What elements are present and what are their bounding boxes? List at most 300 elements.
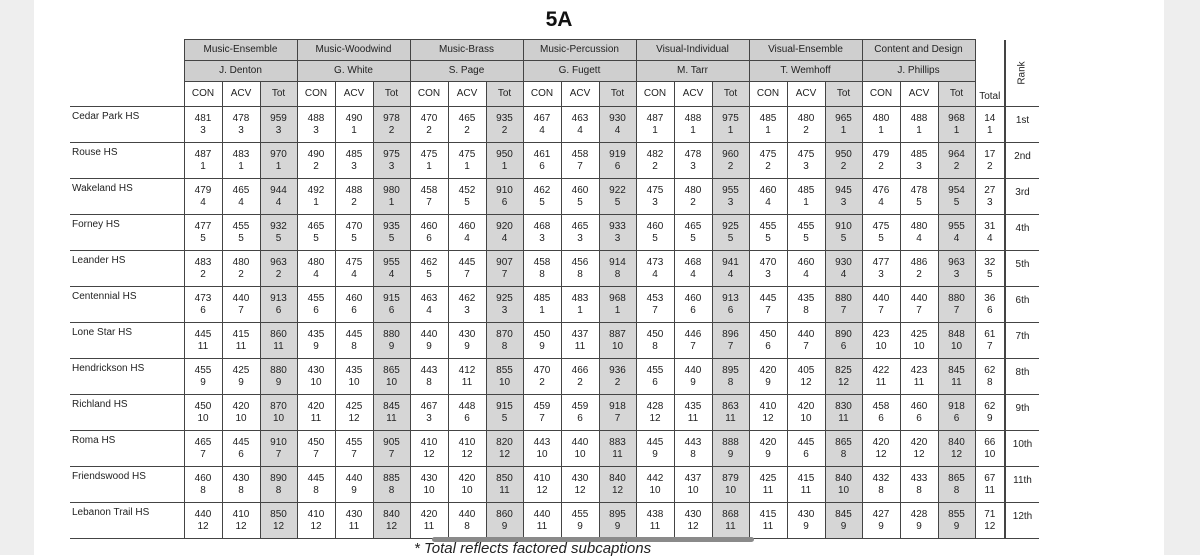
place-value: 11 [612, 448, 623, 460]
score-value: 941 [722, 256, 739, 268]
score-cell [297, 215, 335, 251]
score-value: 465 [458, 112, 476, 124]
score-cell [938, 323, 975, 359]
score-cell [410, 431, 448, 467]
place-value: 1 [238, 160, 244, 172]
rank-header-label: Rank [1016, 61, 1028, 85]
place-value: 2 [200, 268, 206, 280]
score-value: 445 [458, 256, 476, 268]
score-cell [184, 467, 222, 503]
place-value: 11 [762, 484, 774, 496]
place-value: 8 [200, 484, 206, 496]
score-cell [260, 287, 297, 323]
score-cell [938, 107, 975, 143]
score-cell [448, 143, 486, 179]
total-value: 71 [984, 508, 996, 520]
place-value: 2 [953, 160, 960, 172]
score-value: 420 [872, 436, 890, 448]
score-cell [787, 431, 825, 467]
score-value: 410 [307, 508, 325, 520]
place-value: 10 [498, 376, 511, 388]
place-value: 9 [614, 520, 621, 532]
place-value: 5 [539, 196, 545, 208]
place-value: 6 [313, 304, 319, 316]
score-cell [749, 215, 787, 251]
school-name: Rouse HS [70, 143, 184, 179]
place-value: 5 [426, 268, 432, 280]
place-value: 11 [913, 376, 925, 388]
score-value: 430 [232, 472, 250, 484]
score-value: 435 [307, 328, 325, 340]
score-value: 445 [345, 328, 363, 340]
place-value: 9 [765, 376, 771, 388]
header-spacer [70, 82, 184, 107]
place-value: 6 [426, 232, 432, 244]
place-value: 4 [426, 304, 432, 316]
score-value: 435 [684, 400, 702, 412]
sub-header-con: CON [636, 82, 674, 107]
score-value: 913 [270, 292, 287, 304]
score-cell [373, 431, 410, 467]
rank-cell: 3rd [1005, 179, 1039, 215]
score-cell [373, 107, 410, 143]
score-cell [599, 251, 636, 287]
score-value: 445 [759, 292, 777, 304]
score-cell [260, 359, 297, 395]
score-cell [222, 467, 260, 503]
place-value: 7 [426, 196, 432, 208]
score-cell [335, 143, 373, 179]
school-name: Friendswood HS [70, 467, 184, 503]
score-cell [486, 251, 523, 287]
place-value: 10 [687, 484, 699, 496]
caption-header: Music-Woodwind [297, 40, 410, 61]
score-cell [373, 179, 410, 215]
score-value: 850 [270, 508, 287, 520]
score-value: 476 [872, 184, 890, 196]
score-value: 450 [759, 328, 777, 340]
score-cell [486, 179, 523, 215]
place-value: 11 [687, 412, 699, 424]
score-cell [410, 251, 448, 287]
score-value: 445 [232, 436, 250, 448]
score-value: 455 [571, 508, 589, 520]
score-cell [749, 287, 787, 323]
score-cell [787, 287, 825, 323]
place-value: 9 [765, 448, 771, 460]
score-value: 865 [948, 472, 965, 484]
score-value: 932 [270, 220, 287, 232]
place-value: 11 [838, 412, 849, 424]
score-value: 475 [646, 184, 664, 196]
score-value: 488 [684, 112, 702, 124]
sub-header-tot: Tot [825, 82, 862, 107]
place-value: 2 [840, 160, 847, 172]
right-page-margin [1164, 0, 1200, 555]
score-value: 430 [345, 508, 363, 520]
place-value: 10 [348, 376, 360, 388]
score-value: 868 [722, 508, 739, 520]
place-value: 2 [614, 376, 621, 388]
score-cell [599, 215, 636, 251]
score-value: 445 [797, 436, 815, 448]
score-cell [636, 359, 674, 395]
place-value: 8 [840, 448, 847, 460]
score-cell [561, 467, 599, 503]
score-value: 485 [533, 292, 551, 304]
place-value: 10 [461, 484, 473, 496]
score-cell [448, 323, 486, 359]
score-value: 975 [383, 148, 400, 160]
score-cell [674, 503, 712, 539]
place-value: 3 [388, 160, 395, 172]
score-value: 478 [910, 184, 928, 196]
score-cell [335, 503, 373, 539]
score-value: 440 [420, 328, 438, 340]
score-cell [862, 107, 900, 143]
score-cell [335, 323, 373, 359]
place-value: 3 [727, 196, 734, 208]
score-cell [448, 107, 486, 143]
score-cell [900, 467, 938, 503]
place-value: 1 [878, 124, 884, 136]
score-value: 963 [270, 256, 287, 268]
table-row [70, 143, 1039, 179]
score-cell [260, 467, 297, 503]
score-cell [938, 251, 975, 287]
score-cell [712, 107, 749, 143]
score-cell [599, 467, 636, 503]
rank-cell: 6th [1005, 287, 1039, 323]
place-value: 3 [765, 268, 771, 280]
score-cell [900, 503, 938, 539]
place-value: 9 [803, 520, 809, 532]
place-value: 2 [275, 268, 282, 280]
place-value: 5 [577, 196, 583, 208]
score-cell [787, 251, 825, 287]
place-value: 2 [388, 124, 395, 136]
score-cell [486, 107, 523, 143]
sub-header-con: CON [749, 82, 787, 107]
place-value: 12 [423, 448, 435, 460]
score-value: 980 [383, 184, 400, 196]
score-cell [900, 359, 938, 395]
score-cell [523, 431, 561, 467]
place-value: 5 [200, 232, 206, 244]
score-cell [410, 215, 448, 251]
score-cell [636, 323, 674, 359]
place-value: 7 [200, 448, 206, 460]
score-value: 478 [232, 112, 250, 124]
score-value: 492 [307, 184, 325, 196]
score-value: 425 [345, 400, 363, 412]
place-value: 3 [878, 268, 884, 280]
score-value: 955 [948, 220, 965, 232]
score-value: 410 [232, 508, 250, 520]
rank-header [1005, 40, 1039, 107]
score-value: 950 [835, 148, 852, 160]
score-value: 443 [533, 436, 551, 448]
place-value: 1 [539, 304, 545, 316]
score-value: 865 [835, 436, 852, 448]
place-value: 7 [464, 268, 470, 280]
score-cell [297, 359, 335, 395]
caption-header: Visual-Ensemble [749, 40, 862, 61]
score-value: 490 [307, 148, 325, 160]
total-place: 4 [986, 232, 993, 244]
total-header: Total [975, 40, 1005, 107]
score-value: 475 [458, 148, 476, 160]
place-value: 10 [913, 340, 925, 352]
score-value: 910 [835, 220, 852, 232]
place-value: 7 [765, 304, 771, 316]
score-value: 423 [872, 328, 890, 340]
score-value: 480 [307, 256, 325, 268]
place-value: 1 [313, 196, 319, 208]
place-value: 6 [727, 304, 734, 316]
place-value: 11 [310, 412, 322, 424]
score-cell [674, 287, 712, 323]
score-value: 420 [307, 400, 325, 412]
place-value: 11 [800, 484, 812, 496]
school-name: Lone Star HS [70, 323, 184, 359]
table-row [70, 215, 1039, 251]
table-row [70, 287, 1039, 323]
score-value: 933 [609, 220, 626, 232]
judge-header: S. Page [410, 61, 523, 82]
score-cell [712, 287, 749, 323]
score-cell [749, 395, 787, 431]
place-value: 8 [313, 484, 319, 496]
score-value: 820 [496, 436, 513, 448]
score-cell [297, 431, 335, 467]
score-cell [410, 395, 448, 431]
score-value: 895 [609, 508, 626, 520]
score-cell [862, 323, 900, 359]
place-value: 10 [611, 340, 624, 352]
score-cell [373, 251, 410, 287]
score-cell [561, 143, 599, 179]
score-value: 890 [835, 328, 852, 340]
score-cell [825, 503, 862, 539]
score-value: 975 [722, 112, 739, 124]
place-value: 7 [803, 340, 809, 352]
place-value: 2 [313, 160, 319, 172]
score-cell [636, 395, 674, 431]
place-value: 8 [953, 484, 960, 496]
score-cell [448, 287, 486, 323]
total-cell [975, 395, 1005, 431]
score-cell [260, 323, 297, 359]
place-value: 7 [238, 304, 244, 316]
score-value: 455 [194, 364, 212, 376]
score-cell [712, 431, 749, 467]
score-value: 870 [270, 400, 287, 412]
score-value: 468 [684, 256, 702, 268]
place-value: 7 [501, 268, 508, 280]
score-cell [335, 107, 373, 143]
score-cell [222, 107, 260, 143]
place-value: 8 [577, 268, 583, 280]
score-cell [410, 179, 448, 215]
place-value: 9 [313, 340, 319, 352]
place-value: 5 [614, 196, 621, 208]
score-value: 460 [797, 256, 815, 268]
score-cell [523, 359, 561, 395]
score-value: 465 [194, 436, 212, 448]
score-cell [260, 215, 297, 251]
score-value: 410 [533, 472, 551, 484]
score-cell [561, 503, 599, 539]
place-value: 10 [310, 376, 322, 388]
sub-header-tot: Tot [373, 82, 410, 107]
score-value: 415 [759, 508, 777, 520]
score-cell [184, 323, 222, 359]
score-value: 470 [533, 364, 551, 376]
score-cell [523, 287, 561, 323]
total-cell [975, 503, 1005, 539]
score-value: 880 [948, 292, 965, 304]
table-row [70, 323, 1039, 359]
score-value: 483 [232, 148, 250, 160]
score-value: 910 [270, 436, 287, 448]
place-value: 11 [951, 376, 962, 388]
total-value: 67 [984, 472, 996, 484]
place-value: 12 [536, 484, 548, 496]
score-value: 845 [948, 364, 965, 376]
place-value: 10 [837, 484, 850, 496]
score-cell [599, 359, 636, 395]
sub-header-acv: ACV [674, 82, 712, 107]
place-value: 9 [426, 340, 432, 352]
place-value: 10 [875, 340, 887, 352]
place-value: 4 [690, 268, 696, 280]
score-value: 918 [948, 400, 965, 412]
caption-header: Music-Brass [410, 40, 523, 61]
rank-cell: 7th [1005, 323, 1039, 359]
place-value: 1 [953, 124, 960, 136]
header-spacer [70, 40, 184, 61]
total-value: 14 [984, 112, 996, 124]
sub-header-tot: Tot [599, 82, 636, 107]
score-value: 460 [571, 184, 589, 196]
score-value: 460 [194, 472, 212, 484]
score-value: 475 [759, 148, 777, 160]
total-cell [975, 359, 1005, 395]
score-cell [335, 215, 373, 251]
score-value: 915 [383, 292, 400, 304]
total-cell [975, 323, 1005, 359]
score-cell [900, 323, 938, 359]
page-title: 5A [545, 8, 573, 31]
place-value: 4 [878, 196, 884, 208]
score-cell [787, 215, 825, 251]
score-cell [260, 107, 297, 143]
score-value: 890 [270, 472, 287, 484]
place-value: 4 [765, 196, 771, 208]
score-value: 488 [910, 112, 928, 124]
score-value: 935 [496, 112, 513, 124]
score-cell [448, 179, 486, 215]
place-value: 4 [803, 268, 809, 280]
score-cell [674, 143, 712, 179]
place-value: 2 [727, 160, 734, 172]
score-value: 450 [194, 400, 212, 412]
place-value: 1 [464, 160, 470, 172]
place-value: 11 [875, 376, 887, 388]
score-value: 930 [835, 256, 852, 268]
score-cell [749, 143, 787, 179]
score-cell [373, 287, 410, 323]
place-value: 7 [539, 412, 545, 424]
place-value: 6 [539, 160, 545, 172]
score-cell [862, 287, 900, 323]
score-cell [561, 431, 599, 467]
place-value: 5 [916, 196, 922, 208]
score-cell [448, 251, 486, 287]
place-value: 5 [238, 232, 244, 244]
place-value: 9 [501, 520, 508, 532]
place-value: 9 [690, 376, 696, 388]
score-value: 440 [872, 292, 890, 304]
score-cell [523, 107, 561, 143]
score-value: 430 [571, 472, 589, 484]
sub-header-con: CON [862, 82, 900, 107]
score-cell [297, 287, 335, 323]
school-name: Lebanon Trail HS [70, 503, 184, 539]
place-value: 5 [840, 232, 847, 244]
score-cell [410, 503, 448, 539]
score-value: 488 [345, 184, 363, 196]
place-value: 4 [727, 268, 734, 280]
score-cell [486, 323, 523, 359]
rank-cell: 1st [1005, 107, 1039, 143]
score-cell [712, 251, 749, 287]
place-value: 10 [536, 448, 548, 460]
place-value: 8 [351, 340, 357, 352]
judge-header: J. Phillips [862, 61, 975, 82]
place-value: 2 [916, 268, 922, 280]
score-value: 450 [533, 328, 551, 340]
score-cell [486, 431, 523, 467]
score-value: 860 [496, 508, 513, 520]
score-value: 978 [383, 112, 400, 124]
judge-header: G. White [297, 61, 410, 82]
score-value: 458 [533, 256, 551, 268]
total-cell [975, 143, 1005, 179]
score-value: 830 [835, 400, 852, 412]
total-value: 66 [984, 436, 996, 448]
place-value: 12 [385, 520, 398, 532]
place-value: 4 [501, 232, 508, 244]
score-value: 477 [194, 220, 212, 232]
place-value: 7 [953, 304, 960, 316]
place-value: 5 [953, 196, 960, 208]
place-value: 3 [313, 124, 319, 136]
score-value: 487 [646, 112, 664, 124]
score-value: 483 [194, 256, 212, 268]
score-cell [523, 323, 561, 359]
score-cell [825, 251, 862, 287]
score-value: 459 [533, 400, 551, 412]
sub-header-con: CON [523, 82, 561, 107]
place-value: 6 [803, 448, 809, 460]
score-cell [599, 323, 636, 359]
place-value: 7 [577, 160, 583, 172]
place-value: 2 [577, 376, 583, 388]
score-value: 465 [307, 220, 325, 232]
place-value: 3 [464, 304, 470, 316]
